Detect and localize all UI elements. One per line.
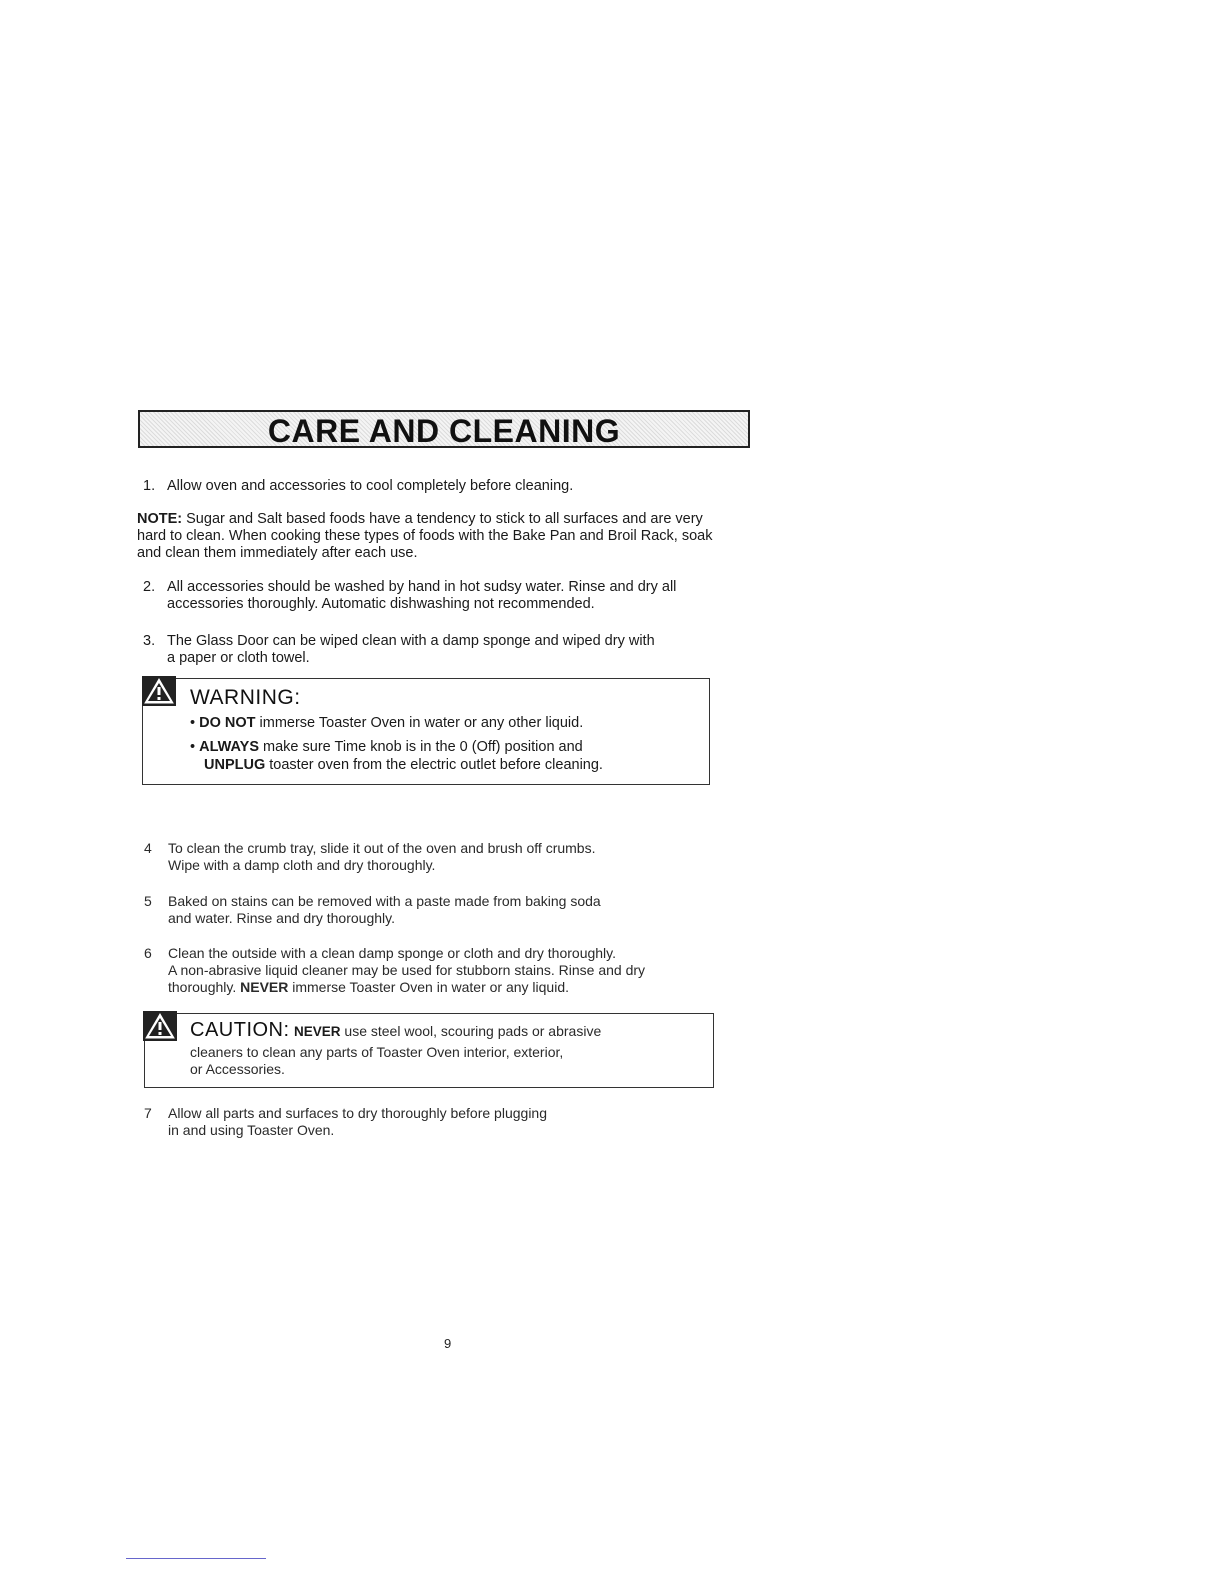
bullet-bold: UNPLUG <box>204 757 266 773</box>
step-text-line: and water. Rinse and dry thoroughly. <box>168 910 395 926</box>
caution-line-3: or Accessories. <box>190 1061 285 1077</box>
bullet-text: immerse Toaster Oven in water or any other liquid. <box>255 715 584 731</box>
step-text-line: in and using Toaster Oven. <box>168 1122 335 1138</box>
step-6 <box>144 945 734 996</box>
bullet-text: make sure Time knob is in the 0 (Off) position and <box>259 739 583 755</box>
step-number: 2. <box>143 579 156 595</box>
step-text-line: Wipe with a damp cloth and dry thoroughly. <box>168 857 436 873</box>
bullet-icon: • <box>190 739 200 755</box>
note-paragraph <box>137 511 722 562</box>
warning-triangle-icon <box>143 1011 177 1041</box>
step-text-line: Allow all parts and surfaces to dry thoroughly before plugging <box>168 1105 547 1121</box>
caution-text: use steel wool, scouring pads or abrasive <box>340 1023 602 1039</box>
step-4 <box>144 840 734 874</box>
step-text-line: a paper or cloth towel. <box>167 650 310 666</box>
step-text-line: Baked on stains can be removed with a paste made from baking soda <box>168 893 601 909</box>
step-text-line: The Glass Door can be wiped clean with a damp sponge and wiped dry with <box>167 633 655 649</box>
note-label: NOTE: <box>137 511 183 527</box>
step-text-line: accessories thoroughly. Automatic dishwashing not recommended. <box>167 596 595 612</box>
caution-line-1 <box>190 1019 710 1042</box>
bullet-icon: • <box>190 715 200 731</box>
step-7 <box>144 1105 734 1139</box>
step-2 <box>143 579 733 613</box>
step-number: 7 <box>144 1105 152 1121</box>
step-text-line: Clean the outside with a clean damp sponge or cloth and dry thoroughly. <box>168 945 617 961</box>
bullet-bold: DO NOT <box>199 715 256 731</box>
warning-triangle-icon <box>142 676 176 706</box>
step-text: Allow oven and accessories to cool completely before cleaning. <box>167 478 574 494</box>
never-bold: NEVER <box>240 979 289 995</box>
step-number: 6 <box>144 945 152 961</box>
step-1 <box>143 478 733 495</box>
step-number: 1. <box>143 478 156 494</box>
step-text-line: A non-abrasive liquid cleaner may be used for stubborn stains. Rinse and dry <box>168 962 646 978</box>
caution-never: NEVER <box>294 1024 341 1039</box>
page-number: 9 <box>444 1336 452 1351</box>
step-text-line: thoroughly. NEVER immerse Toaster Oven in water or any liquid. <box>168 979 569 995</box>
step-text-line: To clean the crumb tray, slide it out of the oven and brush off crumbs. <box>168 840 596 856</box>
step-3 <box>143 633 733 667</box>
footer-rule <box>126 1558 266 1559</box>
warning-bullet-1 <box>190 714 700 732</box>
bullet-text: toaster oven from the electric outlet before cleaning. <box>265 757 603 773</box>
warning-bullet-2 <box>190 738 700 756</box>
warning-bullet-2-cont <box>204 756 704 774</box>
caution-heading: CAUTION: <box>190 1019 290 1041</box>
page-title: CARE AND CLEANING <box>267 413 621 449</box>
step-number: 4 <box>144 840 152 856</box>
caution-line-2: cleaners to clean any parts of Toaster Oven interior, exterior, <box>190 1044 564 1060</box>
bullet-bold: ALWAYS <box>199 739 260 755</box>
step-text-line: All accessories should be washed by hand in hot sudsy water. Rinse and dry all <box>167 579 677 595</box>
note-text: Sugar and Salt based foods have a tendency to stick to all surfaces and are very hard to clean. When cooking these types of foods with the Bake Pan and Broil Rack, soak and clean them immediately after each use. <box>137 511 713 561</box>
title-banner <box>138 410 750 448</box>
step-number: 5 <box>144 893 152 909</box>
warning-heading: WARNING: <box>190 686 301 709</box>
step-number: 3. <box>143 633 156 649</box>
step-5 <box>144 893 734 927</box>
